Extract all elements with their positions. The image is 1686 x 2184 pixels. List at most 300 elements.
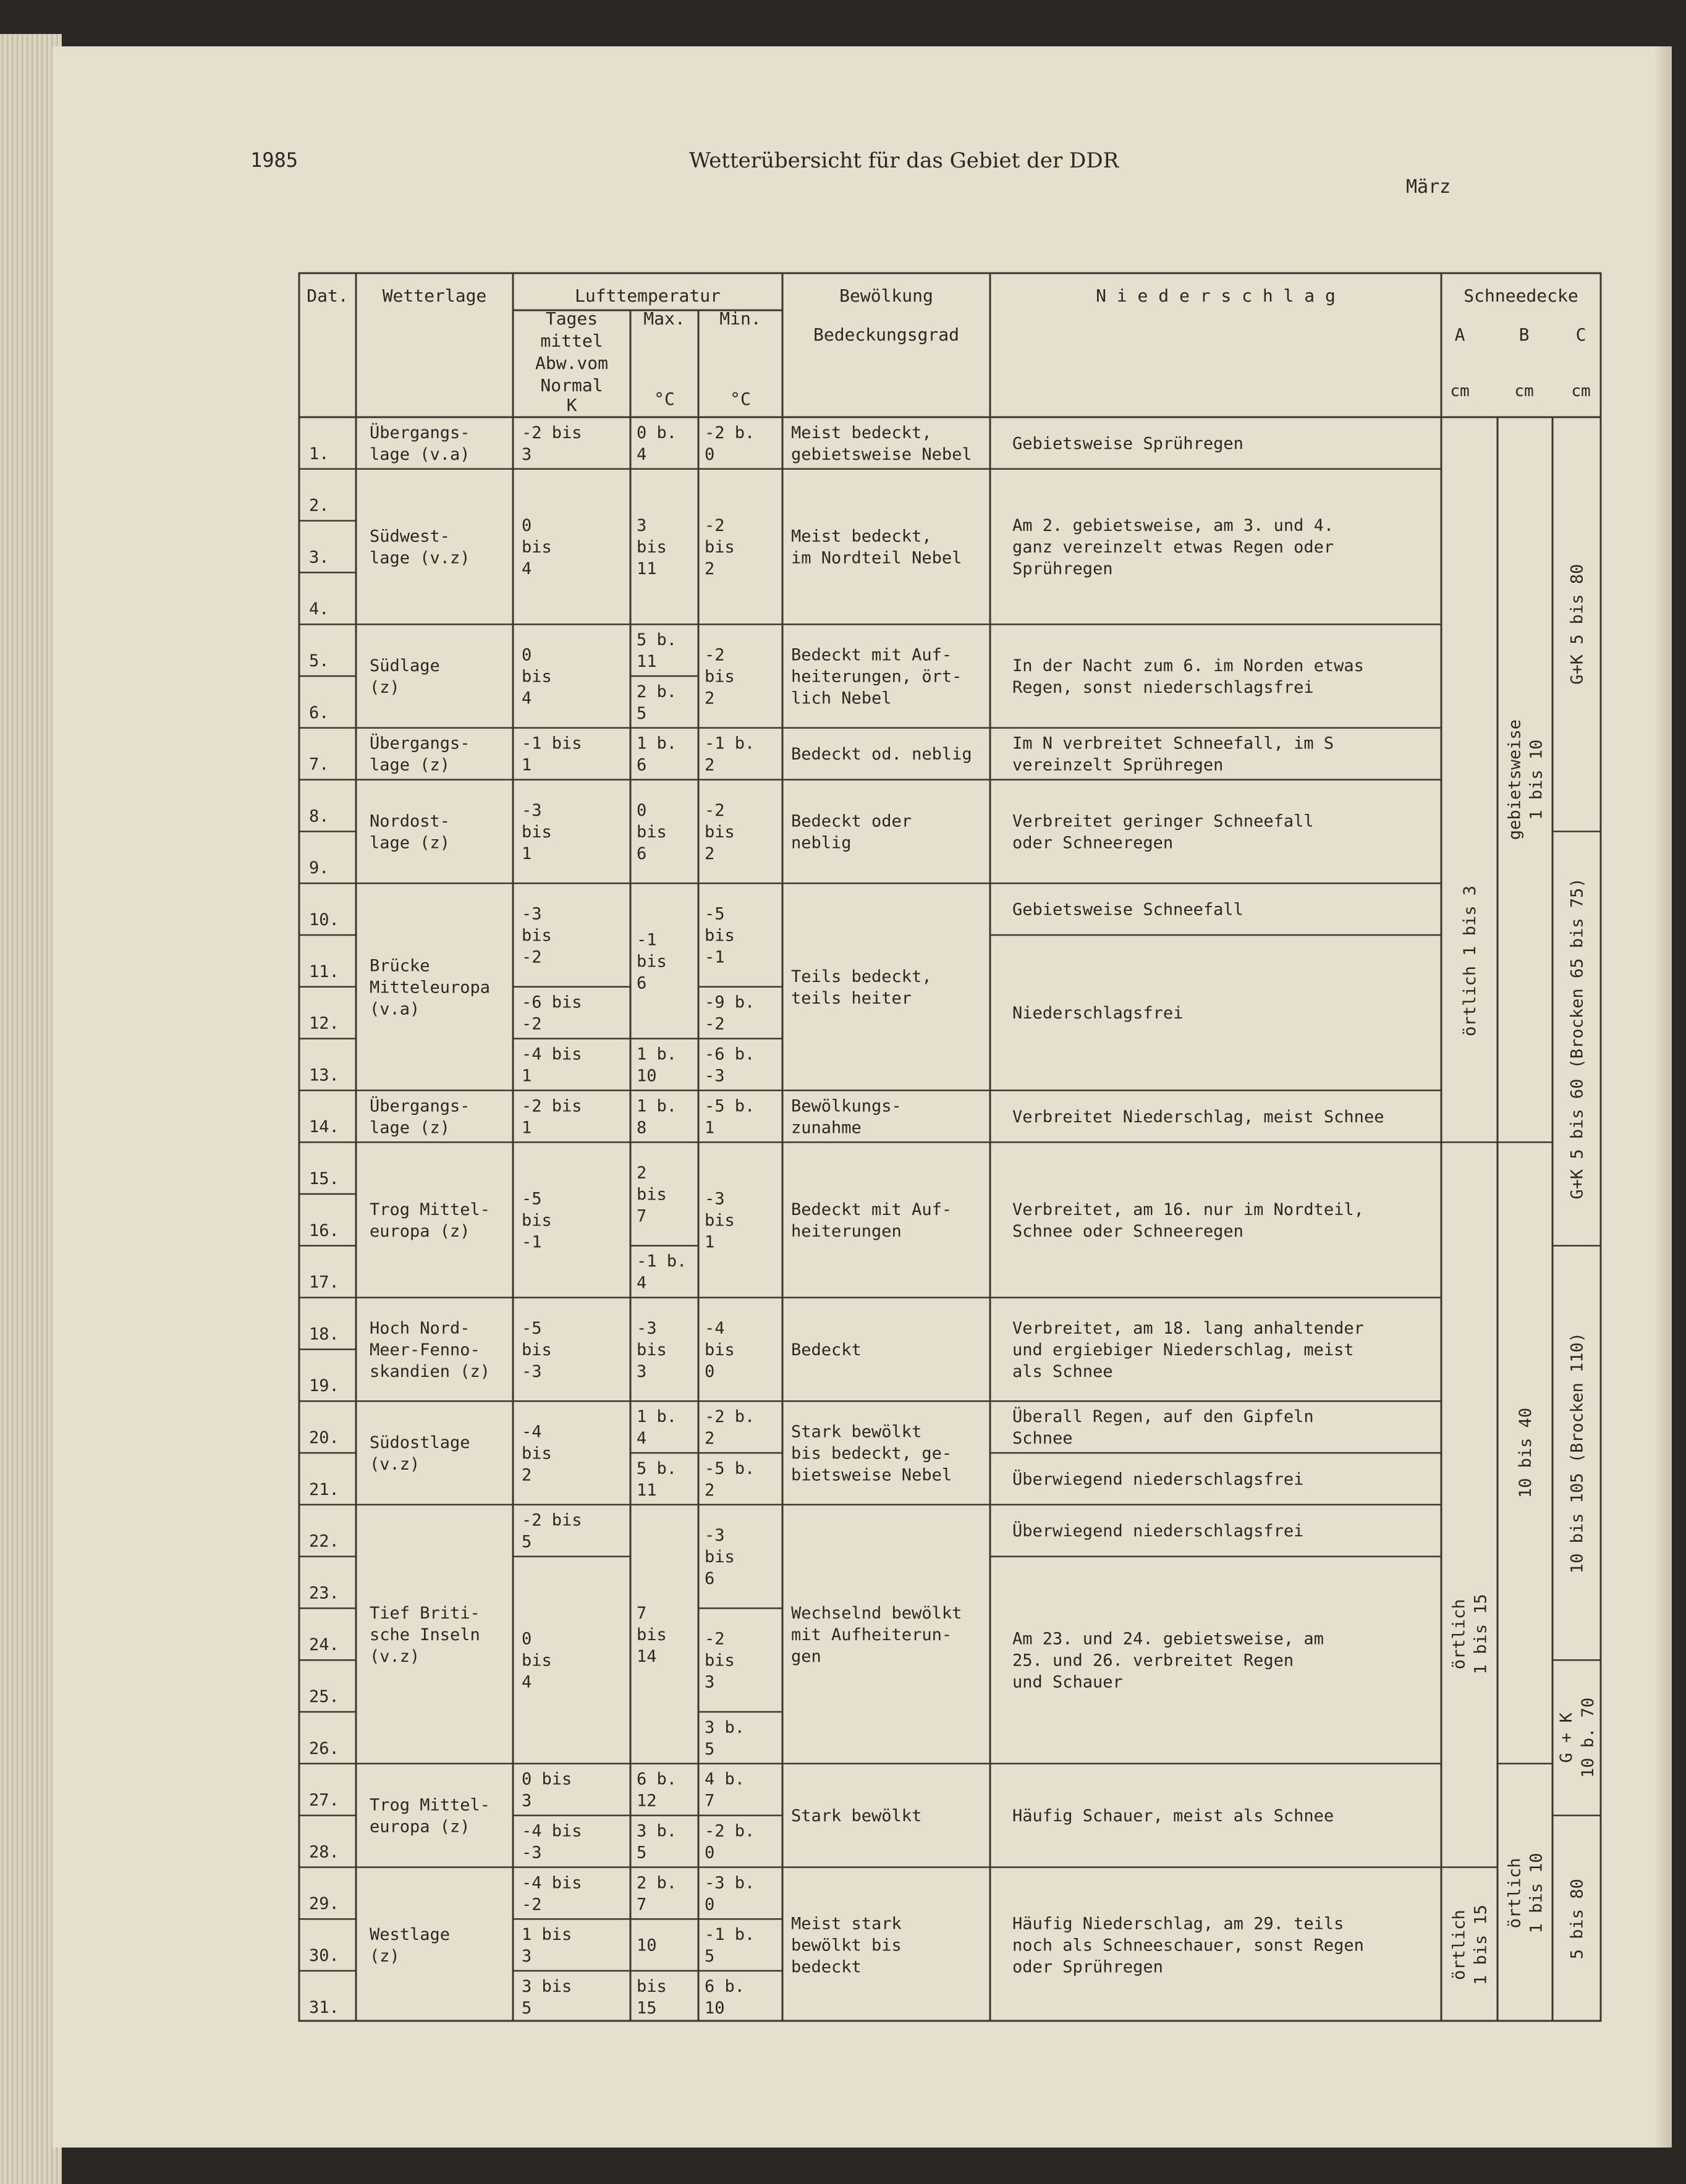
- tages-cell-13: [522, 1511, 582, 1552]
- date-cell: 22.: [309, 1531, 339, 1551]
- min-cell-14-line: 6: [705, 1569, 715, 1589]
- min-cell-5: [705, 801, 735, 863]
- wetterlage-cell-3: [370, 656, 440, 697]
- tages-cell-10-line: -5: [522, 1189, 542, 1209]
- min-cell-12-line: 2: [705, 1429, 715, 1449]
- max-cell-19-line: 10: [637, 1936, 657, 1955]
- niederschlag-cell-9: [1012, 1200, 1364, 1241]
- min-cell-12-line: -2 b.: [705, 1407, 755, 1427]
- col-header-niederschlag: N i e d e r s c h l a g: [1096, 286, 1336, 306]
- niederschlag-cell-13: [1012, 1521, 1303, 1541]
- min-cell-11-line: -4: [705, 1318, 725, 1338]
- tages-cell-12: [522, 1422, 552, 1484]
- tages-cell-15-line: 3: [522, 1791, 532, 1811]
- tages-cell-4-line: -1 bis: [522, 734, 582, 753]
- date-cell: 23.: [309, 1583, 339, 1603]
- max-cell-1-line: 4: [637, 444, 647, 464]
- date-cell: 13.: [309, 1065, 339, 1085]
- date-cell: 29.: [309, 1894, 339, 1914]
- wetterlage-cell-2-line: Südwest-: [370, 527, 451, 546]
- max-cell-15: [637, 1604, 667, 1666]
- niederschlag-cell-2-line: ganz vereinzelt etwas Regen oder: [1012, 537, 1334, 557]
- min-cell-10: [705, 1189, 735, 1251]
- wetterlage-cell-12-line: Trog Mittel-: [370, 1795, 491, 1815]
- col-header-max-unit: °C: [654, 389, 675, 409]
- min-cell-11-line: 0: [705, 1361, 715, 1381]
- weather-table: [247, 226, 1607, 2033]
- tages-cell-4-line: 1: [522, 755, 532, 775]
- min-cell-13-line: 2: [705, 1480, 715, 1500]
- col-header-tages-1: Tages: [545, 308, 598, 329]
- wetterlage-cell-9-line: Meer-Fenno-: [370, 1340, 480, 1360]
- tages-cell-11-line: -3: [522, 1361, 542, 1381]
- max-cell-2-line: 11: [637, 559, 657, 578]
- niederschlag-cell-14-line: Am 23. und 24. gebietsweise, am: [1012, 1629, 1324, 1649]
- max-cell-7-line: -1: [637, 930, 657, 950]
- max-cell-7-line: bis: [637, 952, 667, 971]
- wetterlage-cell-1-line: lage (v.a): [370, 444, 470, 464]
- wetterlage-cell-5-line: lage (z): [370, 833, 451, 853]
- max-cell-6: [637, 801, 667, 863]
- bewoelkung-cell-2: [791, 527, 962, 567]
- col-header-bewoelkung: Bewölkung: [839, 286, 933, 306]
- col-header-schneedecke: Schneedecke: [1464, 286, 1578, 306]
- max-cell-10-line: bis: [637, 1185, 667, 1204]
- wetterlage-cell-11-line: (v.z): [370, 1646, 420, 1666]
- niederschlag-cell-13-line: Überwiegend niederschlagsfrei: [1012, 1522, 1304, 1541]
- min-cell-2-line: -2: [705, 515, 725, 535]
- snow-line: G + K: [1556, 1712, 1576, 1763]
- bewoelkung-cell-1-line: gebietsweise Nebel: [791, 444, 972, 464]
- max-cell-18-line: 7: [637, 1895, 647, 1915]
- max-cell-11-line: -1 b.: [637, 1251, 687, 1271]
- min-cell-20-line: 5: [705, 1947, 715, 1966]
- max-cell-20-line: bis: [637, 1976, 667, 1996]
- tages-cell-17-line: -4 bis: [522, 1873, 582, 1893]
- niederschlag-cell-16-line: Häufig Niederschlag, am 29. teils: [1012, 1914, 1344, 1934]
- min-cell-3-line: 2: [705, 688, 715, 708]
- min-cell-6-line: bis: [705, 926, 735, 946]
- tages-cell-10: [522, 1189, 552, 1251]
- min-cell-19-line: -3 b.: [705, 1873, 755, 1893]
- max-cell-10: [637, 1163, 667, 1225]
- date-cell: 11.: [309, 962, 339, 981]
- snow-a-cell-2: [1449, 1594, 1490, 1674]
- niederschlag-cell-15-line: Häufig Schauer, meist als Schnee: [1012, 1806, 1334, 1826]
- tages-cell-3-line: 4: [522, 688, 532, 708]
- min-cell-14-line: bis: [705, 1547, 735, 1567]
- niederschlag-cell-5-line: Verbreitet geringer Schneefall: [1012, 811, 1314, 831]
- niederschlag-cell-8-line: Verbreitet Niederschlag, meist Schnee: [1012, 1107, 1384, 1127]
- tages-cell-16-line: -4 bis: [522, 1821, 582, 1841]
- snow-line: 10 b. 70: [1578, 1697, 1598, 1778]
- wetterlage-cell-1-line: Übergangs-: [370, 423, 470, 442]
- wetterlage-cell-9: [370, 1319, 490, 1381]
- max-cell-8-line: 1 b.: [637, 1044, 677, 1064]
- min-cell-7: [705, 993, 755, 1034]
- max-cell-20-line: 15: [637, 1998, 657, 2018]
- tages-cell-9: [522, 1096, 582, 1137]
- max-cell-11: [637, 1252, 687, 1293]
- tages-cell-3-line: 0: [522, 645, 532, 665]
- max-cell-3-line: 5 b.: [637, 630, 677, 650]
- max-cell-13-line: 4: [637, 1429, 647, 1449]
- tages-cell-8: [522, 1044, 582, 1085]
- min-cell-3-line: -2: [705, 645, 725, 665]
- date-cell: 2.: [309, 496, 329, 515]
- bewoelkung-cell-11-line: gen: [791, 1646, 821, 1666]
- niederschlag-cell-10-line: als Schnee: [1012, 1361, 1113, 1381]
- niederschlag-cell-7-line: Niederschlagsfrei: [1012, 1004, 1184, 1023]
- min-cell-1: [705, 423, 755, 464]
- wetterlage-cell-11: [370, 1604, 480, 1666]
- max-cell-14-line: 11: [637, 1480, 657, 1500]
- weather-table-svg: [247, 226, 1607, 2030]
- min-cell-5-line: -2: [705, 800, 725, 820]
- min-cell-2-line: 2: [705, 559, 715, 578]
- tages-cell-18-line: 1 bis: [522, 1925, 572, 1945]
- wetterlage-cell-7: [370, 1096, 470, 1137]
- max-cell-9-line: 1 b.: [637, 1096, 677, 1116]
- snow-line: 10 bis 105 (Brocken 110): [1567, 1332, 1587, 1574]
- min-cell-18: [705, 1821, 755, 1862]
- date-cell: 7.: [309, 755, 329, 774]
- niederschlag-cell-6-line: Gebietsweise Schneefall: [1012, 900, 1243, 920]
- niederschlag-cell-3-line: In der Nacht zum 6. im Norden etwas: [1012, 656, 1364, 675]
- tages-cell-6: [522, 904, 552, 967]
- wetterlage-cell-8-line: europa (z): [370, 1221, 470, 1241]
- niederschlag-cell-6: [1012, 900, 1243, 920]
- min-cell-6-line: -5: [705, 904, 725, 924]
- max-cell-9: [637, 1096, 677, 1137]
- tages-cell-8-line: -4 bis: [522, 1044, 582, 1064]
- tages-cell-17: [522, 1873, 582, 1914]
- date-cell: 28.: [309, 1842, 339, 1862]
- niederschlag-cell-14-line: 25. und 26. verbreitet Regen: [1012, 1651, 1294, 1670]
- tages-cell-2-line: bis: [522, 537, 552, 557]
- col-header-tages-3: Abw.vom: [535, 353, 609, 373]
- min-cell-15-line: bis: [705, 1651, 735, 1670]
- min-cell-18-line: 0: [705, 1843, 715, 1863]
- bewoelkung-cell-13-line: Meist stark: [791, 1914, 902, 1934]
- min-cell-6-line: -1: [705, 947, 725, 967]
- tages-cell-5: [522, 801, 552, 863]
- wetterlage-cell-6-line: Brücke: [370, 956, 430, 976]
- min-cell-3-line: bis: [705, 667, 735, 687]
- date-cell: 20.: [309, 1428, 339, 1447]
- max-cell-7: [637, 930, 667, 993]
- tages-cell-15-line: 0 bis: [522, 1769, 572, 1789]
- max-cell-12: [637, 1319, 667, 1381]
- niederschlag-cell-16: [1012, 1915, 1364, 1977]
- niederschlag-cell-14: [1012, 1630, 1324, 1692]
- wetterlage-cell-8: [370, 1200, 490, 1241]
- min-cell-1-line: 0: [705, 444, 715, 464]
- bewoelkung-cell-5-line: neblig: [791, 833, 852, 853]
- niederschlag-cell-4: [1012, 734, 1334, 775]
- min-cell-14-line: -3: [705, 1526, 725, 1546]
- niederschlag-cell-2: [1012, 516, 1334, 578]
- bewoelkung-cell-13: [791, 1915, 902, 1977]
- bewoelkung-cell-7: [791, 1096, 902, 1137]
- wetterlage-cell-12: [370, 1796, 490, 1837]
- niederschlag-cell-2-line: Am 2. gebietsweise, am 3. und 4.: [1012, 515, 1334, 535]
- max-cell-16-line: 12: [637, 1791, 657, 1811]
- max-cell-11-line: 4: [637, 1273, 647, 1293]
- tages-cell-7: [522, 993, 582, 1034]
- max-cell-12-line: 3: [637, 1361, 647, 1381]
- col-header-tages-5: K: [566, 395, 577, 415]
- max-cell-20: [637, 1977, 667, 2018]
- bewoelkung-cell-2-line: Meist bedeckt,: [791, 527, 932, 546]
- date-cell: 15.: [309, 1169, 339, 1188]
- niederschlag-cell-16-line: noch als Schneeschauer, sonst Regen: [1012, 1936, 1364, 1955]
- col-header-b: B: [1519, 324, 1530, 345]
- col-header-a: A: [1454, 324, 1465, 345]
- niederschlag-cell-10-line: Verbreitet, am 18. lang anhaltender: [1012, 1318, 1364, 1338]
- tages-cell-1: [522, 423, 582, 464]
- page-title: Wetterübersicht für das Gebiet der DDR: [689, 148, 1119, 173]
- bewoelkung-cell-3: [791, 645, 962, 708]
- max-cell-15-line: 14: [637, 1646, 657, 1666]
- bewoelkung-cell-5: [791, 811, 912, 852]
- bewoelkung-cell-9: [791, 1340, 862, 1360]
- min-cell-18-line: -2 b.: [705, 1821, 755, 1841]
- page-gutter-shadow: [1653, 46, 1672, 2148]
- min-cell-21: [705, 1977, 745, 2018]
- date-cell: 16.: [309, 1221, 339, 1240]
- tages-cell-16: [522, 1821, 582, 1862]
- snow-c-cell-11: [1567, 1879, 1586, 1959]
- page-month: März: [1406, 176, 1451, 198]
- niederschlag-cell-10: [1012, 1319, 1364, 1381]
- wetterlage-cell-7-line: lage (z): [370, 1118, 451, 1138]
- max-cell-1-line: 0 b.: [637, 423, 677, 442]
- min-cell-9-line: 1: [705, 1118, 715, 1138]
- bewoelkung-cell-1: [791, 423, 972, 464]
- niederschlag-cell-12-line: Überwiegend niederschlagsfrei: [1012, 1470, 1304, 1489]
- min-cell-20: [705, 1925, 755, 1966]
- min-cell-4: [705, 734, 755, 775]
- tages-cell-2-line: 0: [522, 515, 532, 535]
- tages-cell-5-line: bis: [522, 822, 552, 842]
- max-cell-5: [637, 734, 677, 775]
- bewoelkung-cell-11-line: mit Aufheiterun-: [791, 1625, 952, 1644]
- snow-b-cell-5: [1516, 1408, 1535, 1498]
- bewoelkung-cell-7-line: zunahme: [791, 1118, 862, 1138]
- min-cell-1-line: -2 b.: [705, 423, 755, 442]
- niederschlag-cell-16-line: oder Sprühregen: [1012, 1957, 1163, 1977]
- bewoelkung-cell-6: [791, 967, 932, 1008]
- tages-cell-14-line: 4: [522, 1672, 532, 1692]
- max-cell-8-line: 10: [637, 1066, 657, 1086]
- niederschlag-cell-1: [1012, 434, 1243, 453]
- date-cell: 9.: [309, 858, 329, 878]
- date-cell: 5.: [309, 651, 329, 671]
- tages-cell-14-line: bis: [522, 1651, 552, 1670]
- tages-cell-15: [522, 1770, 572, 1811]
- min-cell-5-line: bis: [705, 822, 735, 842]
- date-cell: 18.: [309, 1324, 339, 1344]
- col-header-tages-4: Normal: [540, 375, 603, 396]
- tages-cell-5-line: -3: [522, 800, 542, 820]
- tages-cell-9-line: 1: [522, 1118, 532, 1138]
- tages-cell-4: [522, 734, 582, 775]
- tages-cell-5-line: 1: [522, 844, 532, 863]
- min-cell-17-line: 7: [705, 1791, 715, 1811]
- wetterlage-cell-3-line: Südlage: [370, 656, 440, 675]
- col-header-dat: Dat.: [307, 286, 349, 306]
- max-cell-15-line: 7: [637, 1603, 647, 1623]
- bewoelkung-cell-3-line: Bedeckt mit Auf-: [791, 645, 952, 665]
- wetterlage-cell-9-line: Hoch Nord-: [370, 1318, 470, 1338]
- tages-cell-14: [522, 1630, 552, 1692]
- bewoelkung-cell-8-line: Bedeckt mit Auf-: [791, 1200, 952, 1219]
- min-cell-5-line: 2: [705, 844, 715, 863]
- tages-cell-6-line: -3: [522, 904, 542, 924]
- min-cell-16: [705, 1718, 745, 1759]
- page-year: 1985: [250, 148, 299, 172]
- wetterlage-cell-5: [370, 811, 450, 852]
- min-cell-10-line: bis: [705, 1211, 735, 1230]
- min-cell-14: [705, 1526, 735, 1588]
- tages-cell-1-line: -2 bis: [522, 423, 582, 442]
- tages-cell-14-line: 0: [522, 1629, 532, 1649]
- wetterlage-cell-13-line: Westlage: [370, 1925, 451, 1945]
- bewoelkung-cell-10-line: bis bedeckt, ge-: [791, 1444, 952, 1463]
- tages-cell-10-line: -1: [522, 1232, 542, 1252]
- wetterlage-cell-11-line: Tief Briti-: [370, 1603, 480, 1623]
- tages-cell-10-line: bis: [522, 1211, 552, 1230]
- snow-line: 1 bis 10: [1527, 1853, 1546, 1934]
- min-cell-21-line: 10: [705, 1998, 725, 2018]
- niederschlag-cell-11-line: Überall Regen, auf den Gipfeln: [1012, 1407, 1314, 1427]
- max-cell-14: [637, 1459, 677, 1500]
- niederschlag-cell-9-line: Schnee oder Schneeregen: [1012, 1221, 1243, 1241]
- max-cell-4: [637, 682, 677, 723]
- bewoelkung-cell-3-line: heiterungen, ört-: [791, 667, 962, 687]
- wetterlage-cell-7-line: Übergangs-: [370, 1096, 470, 1116]
- min-cell-17: [705, 1770, 745, 1811]
- snow-line: 10 bis 40: [1515, 1407, 1535, 1499]
- wetterlage-cell-5-line: Nordost-: [370, 811, 451, 831]
- bewoelkung-cell-6-line: teils heiter: [791, 988, 912, 1008]
- tages-cell-7-line: -6 bis: [522, 993, 582, 1012]
- tages-cell-17-line: -2: [522, 1895, 542, 1915]
- max-cell-17-line: 5: [637, 1843, 647, 1863]
- max-cell-12-line: bis: [637, 1340, 667, 1360]
- wetterlage-cell-6-line: (v.a): [370, 999, 420, 1019]
- max-cell-14-line: 5 b.: [637, 1458, 677, 1478]
- min-cell-15-line: -2: [705, 1629, 725, 1649]
- max-cell-10-line: 7: [637, 1206, 647, 1226]
- min-cell-2-line: bis: [705, 537, 735, 557]
- min-cell-4-line: 2: [705, 755, 715, 775]
- col-header-bedeckungsgrad: Bedeckungsgrad: [813, 324, 960, 345]
- niederschlag-cell-11-line: Schnee: [1012, 1429, 1073, 1449]
- wetterlage-cell-6-line: Mitteleuropa: [370, 978, 491, 997]
- tages-cell-7-line: -2: [522, 1014, 542, 1034]
- col-header-max: Max.: [643, 308, 685, 329]
- snow-line: 1 bis 10: [1527, 739, 1546, 820]
- date-cell: 31.: [309, 1997, 339, 2017]
- wetterlage-cell-8-line: Trog Mittel-: [370, 1200, 491, 1219]
- wetterlage-cell-4: [370, 734, 470, 775]
- wetterlage-cell-10-line: (v.z): [370, 1454, 420, 1474]
- col-header-b-unit: cm: [1514, 382, 1534, 400]
- tages-cell-12-line: -4: [522, 1422, 542, 1442]
- tages-cell-19-line: 3 bis: [522, 1976, 572, 1996]
- col-header-min-unit: °C: [730, 389, 751, 409]
- min-cell-12: [705, 1407, 755, 1448]
- snow-a-cell-1: [1460, 886, 1480, 1036]
- snow-line: 1 bis 15: [1471, 1594, 1491, 1675]
- min-cell-11: [705, 1319, 735, 1381]
- max-cell-13-line: 1 b.: [637, 1407, 677, 1427]
- min-cell-7-line: -9 b.: [705, 993, 755, 1012]
- date-cell: 19.: [309, 1376, 339, 1396]
- max-cell-19: [637, 1936, 657, 1955]
- niederschlag-cell-8: [1012, 1107, 1384, 1127]
- min-cell-20-line: -1 b.: [705, 1925, 755, 1945]
- tages-cell-6-line: -2: [522, 947, 542, 967]
- niederschlag-cell-2-line: Sprühregen: [1012, 559, 1113, 578]
- min-cell-19-line: 0: [705, 1895, 715, 1915]
- date-cell: 27.: [309, 1790, 339, 1810]
- max-cell-6-line: 0: [637, 800, 647, 820]
- col-header-lufttemperatur: Lufttemperatur: [574, 286, 721, 306]
- snow-c-cell-9: [1567, 1332, 1586, 1573]
- bewoelkung-cell-11: [791, 1604, 962, 1666]
- min-cell-17-line: 4 b.: [705, 1769, 745, 1789]
- bewoelkung-cell-10-line: Stark bewölkt: [791, 1422, 922, 1442]
- snow-c-cell-10: [1557, 1698, 1598, 1778]
- min-cell-13: [705, 1459, 755, 1500]
- min-cell-16-line: 3 b.: [705, 1717, 745, 1737]
- bewoelkung-cell-3-line: lich Nebel: [791, 688, 892, 708]
- min-cell-8: [705, 1044, 755, 1085]
- min-cell-13-line: -5 b.: [705, 1458, 755, 1478]
- bewoelkung-cell-1-line: Meist bedeckt,: [791, 423, 932, 442]
- tages-cell-3-line: bis: [522, 667, 552, 687]
- date-cell: 3.: [309, 548, 329, 567]
- wetterlage-cell-11-line: sche Inseln: [370, 1625, 480, 1644]
- tages-cell-11: [522, 1319, 552, 1381]
- max-cell-16-line: 6 b.: [637, 1769, 677, 1789]
- wetterlage-cell-6: [370, 956, 490, 1018]
- col-header-a-unit: cm: [1450, 382, 1470, 400]
- snow-line: 5 bis 80: [1567, 1879, 1587, 1960]
- tages-cell-8-line: 1: [522, 1066, 532, 1086]
- tages-cell-12-line: 2: [522, 1465, 532, 1485]
- tages-cell-18-line: 3: [522, 1947, 532, 1966]
- wetterlage-cell-10-line: Südostlage: [370, 1433, 470, 1452]
- tages-cell-2-line: 4: [522, 559, 532, 578]
- niederschlag-cell-9-line: Verbreitet, am 16. nur im Nordteil,: [1012, 1200, 1364, 1219]
- bewoelkung-cell-9-line: Bedeckt: [791, 1340, 862, 1360]
- date-cell: 1.: [309, 444, 329, 463]
- max-cell-2: [637, 516, 667, 578]
- niederschlag-cell-5-line: oder Schneeregen: [1012, 833, 1174, 853]
- date-cell: 30.: [309, 1946, 339, 1965]
- wetterlage-cell-10: [370, 1433, 470, 1474]
- max-cell-17: [637, 1821, 677, 1862]
- bewoelkung-cell-5-line: Bedeckt oder: [791, 811, 912, 831]
- snow-line: örtlich: [1449, 1599, 1469, 1670]
- tages-cell-11-line: -5: [522, 1318, 542, 1338]
- min-cell-9: [705, 1096, 755, 1137]
- tages-cell-18: [522, 1925, 572, 1966]
